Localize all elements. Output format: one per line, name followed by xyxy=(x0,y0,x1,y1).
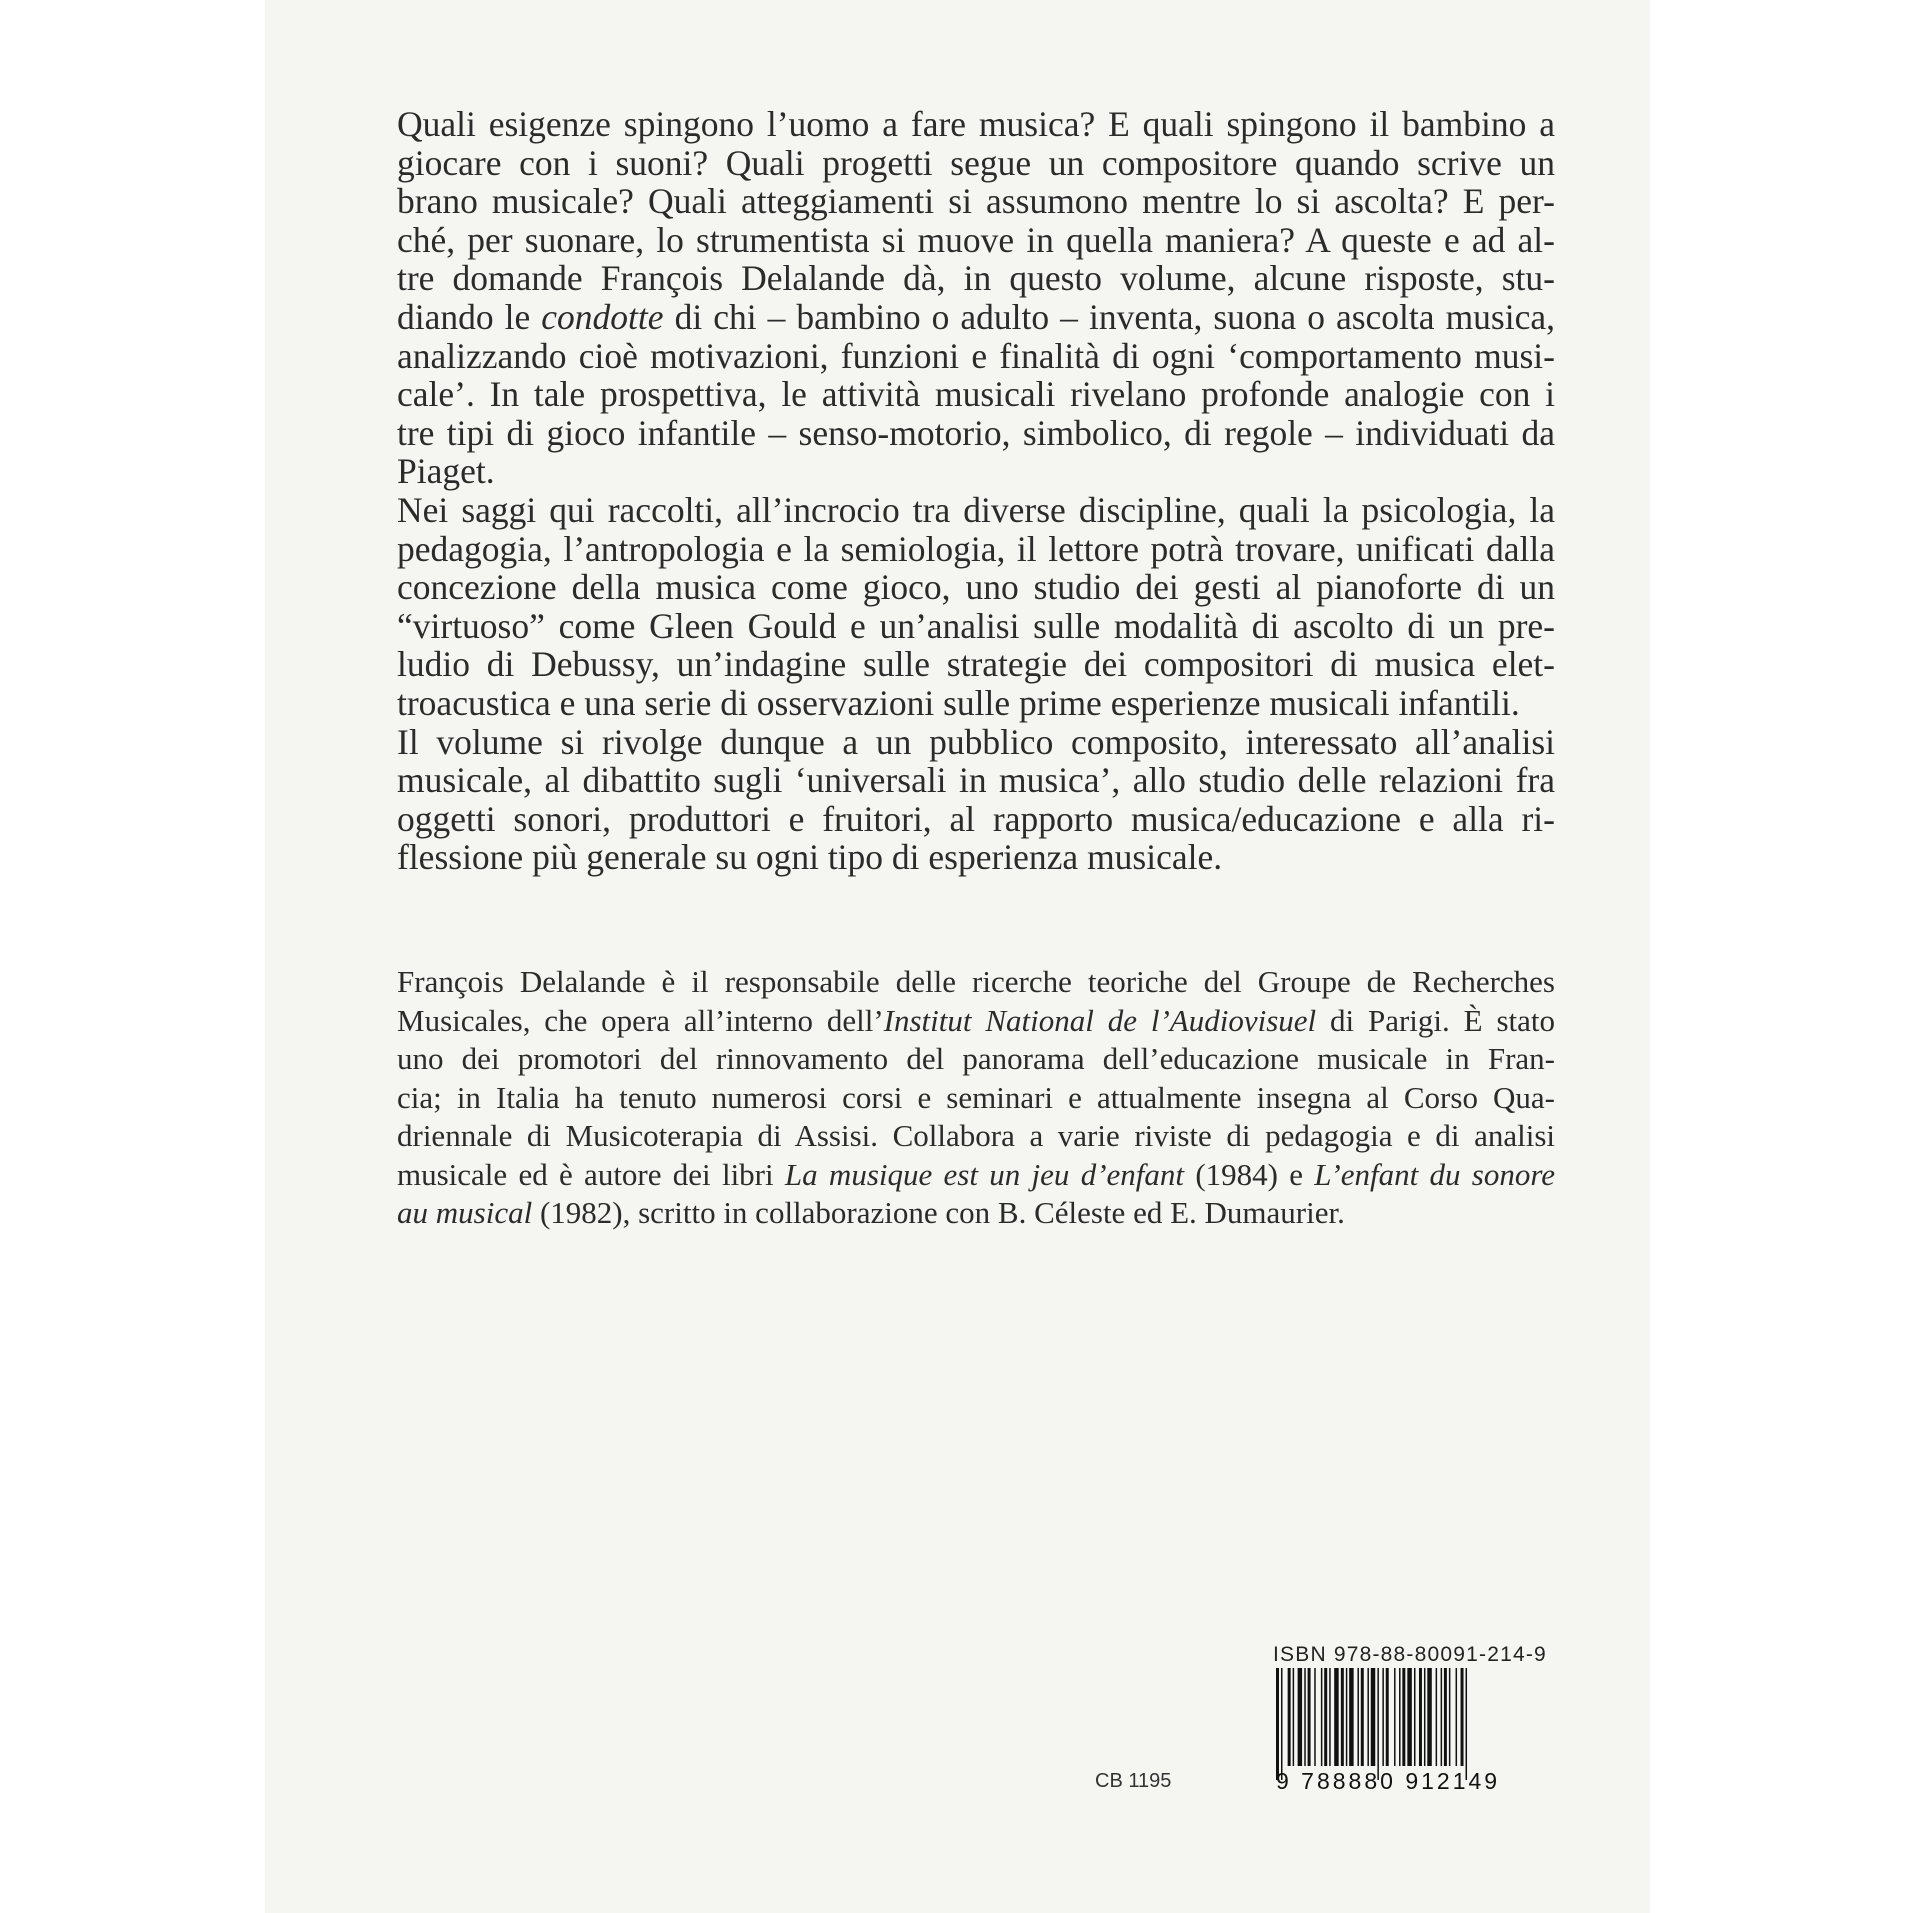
barcode-bar xyxy=(1371,1668,1375,1766)
bio-line: François Delalande è il responsabile delle ricerche teoriche del Groupe de Recherches xyxy=(397,964,1555,999)
barcode-bar xyxy=(1419,1668,1422,1766)
barcode-bar xyxy=(1298,1668,1302,1766)
barcode-bar xyxy=(1321,1668,1323,1766)
blurb-line: ludio di Debussy, un’indagine sulle strategie dei compositori di musica elet- xyxy=(397,644,1555,685)
isbn-label: ISBN 978-88-80091-214-9 xyxy=(1273,1643,1547,1666)
barcode-bar xyxy=(1444,1668,1447,1766)
blurb-line: pedagogia, l’antropologia e la semiologia, il lettore potrà trovare, unificati dalla xyxy=(397,528,1555,569)
barcode-bar xyxy=(1441,1668,1443,1766)
barcode-bar xyxy=(1341,1668,1344,1766)
blurb-line: ché, per suonare, lo strumentista si muove in quella maniera? A queste e ad al- xyxy=(397,219,1555,260)
barcode-bar xyxy=(1349,1668,1353,1766)
bio-line: cia; in Italia ha tenuto numerosi corsi e seminari e attualmente insegna al Corso Qua- xyxy=(397,1079,1555,1115)
barcode-bar xyxy=(1382,1668,1384,1766)
bio-line: Musicales, che opera all’interno dell’Institut National de l’Audiovisuel di Parigi. È stato xyxy=(397,1002,1555,1038)
blurb-line: brano musicale? Quali atteggiamenti si assumono mentre lo si ascolta? E per- xyxy=(397,181,1555,222)
blurb-line: tre tipi di gioco infantile – senso-motorio, simbolico, di regole – individuati da xyxy=(397,412,1555,453)
barcode-digits: 9 788880 912149 xyxy=(1276,1768,1501,1794)
barcode-bar xyxy=(1304,1668,1306,1766)
barcode-bar xyxy=(1461,1668,1464,1766)
blurb-line: flessione più generale su ogni tipo di esperienza musicale. xyxy=(397,837,1223,878)
barcode-bar xyxy=(1402,1668,1405,1766)
barcode-bar xyxy=(1377,1668,1379,1780)
bio-line: uno dei promotori del rinnovamento del panorama dell’educazione musicale in Fran- xyxy=(397,1041,1555,1076)
barcode-bar xyxy=(1334,1668,1338,1766)
barcode-bar xyxy=(1456,1668,1458,1766)
barcode-bar xyxy=(1367,1668,1369,1766)
barcode-bar xyxy=(1407,1668,1411,1766)
barcode-bar xyxy=(1308,1668,1311,1766)
bio-line: driennale di Musicoterapia di Assisi. Collabora a varie riviste di pedagogia e di analisi xyxy=(397,1118,1555,1153)
barcode-bar xyxy=(1276,1668,1279,1780)
barcode-bar xyxy=(1449,1668,1451,1766)
blurb-line: Quali esigenze spingono l’uomo a fare musica? E quali spingono il bambino a xyxy=(397,104,1555,144)
barcode-bar xyxy=(1324,1668,1327,1766)
bio-line: musicale ed è autore dei libri La musique est un jeu d’enfant (1984) e L’enfant du sonore xyxy=(397,1156,1556,1192)
barcode-bar xyxy=(1386,1668,1389,1766)
barcode-bar xyxy=(1427,1668,1431,1766)
blurb-line: giocare con i suoni? Quali progetti segue un compositore quando scrive un xyxy=(397,142,1555,183)
barcode-bar xyxy=(1436,1668,1438,1766)
barcode-bar xyxy=(1424,1668,1426,1766)
bio-line: au musical (1982), scritto in collaborazione con B. Céleste ed E. Dumaurier. xyxy=(397,1195,1345,1230)
author-bio xyxy=(397,963,1555,1233)
blurb-line: troacustica e una serie di osservazioni sulle prime esperienze musicali infantili. xyxy=(397,682,1520,723)
blurb-line: diando le condotte di chi – bambino o adulto – inventa, suona o ascolta musica, xyxy=(397,296,1555,337)
blurb-line: concezione della musica come gioco, uno studio dei gesti al pianoforte di un xyxy=(397,567,1555,608)
blurb-line: Il volume si rivolge dunque a un pubblico composito, interessato all’analisi xyxy=(397,721,1555,762)
blurb-line: cale’. In tale prospettiva, le attività musicali rivelano profonde analogie con i xyxy=(397,374,1555,415)
barcode-bar xyxy=(1399,1668,1401,1766)
blurb-line: musicale, al dibattito sugli ‘universali in musica’, allo studio delle relazioni fra xyxy=(397,760,1555,801)
blurb-line: Piaget. xyxy=(397,451,495,492)
barcode-bar xyxy=(1357,1668,1359,1766)
barcode-bar xyxy=(1394,1668,1396,1766)
blurb-text xyxy=(397,105,1555,877)
barcode-bar xyxy=(1346,1668,1348,1766)
barcode-bar xyxy=(1329,1668,1331,1766)
barcode-bar xyxy=(1293,1668,1295,1766)
blurb-line: Nei saggi qui raccolti, all’incrocio tra diverse discipline, quali la psicologia, la xyxy=(397,489,1555,530)
blurb-line: analizzando cioè motivazioni, funzioni e finalità di ogni ‘comportamento musi- xyxy=(397,335,1555,376)
barcode-bar xyxy=(1361,1668,1364,1766)
barcode-bar xyxy=(1281,1668,1283,1780)
blurb-line: tre domande François Delalande dà, in questo volume, alcune risposte, stu- xyxy=(397,258,1555,299)
barcode-bar xyxy=(1288,1668,1291,1766)
catalog-code: CB 1195 xyxy=(1095,1770,1172,1792)
blurb-line: “virtuoso” come Gleen Gould e un’analisi sulle modalità di ascolto di un pre- xyxy=(397,605,1555,646)
barcode-bar xyxy=(1414,1668,1416,1766)
blurb-line: oggetti sonori, produttori e fruitori, al rapporto musica/educazione e alla ri- xyxy=(397,798,1555,839)
barcode-bar xyxy=(1314,1668,1316,1766)
barcode-bar xyxy=(1466,1668,1468,1780)
